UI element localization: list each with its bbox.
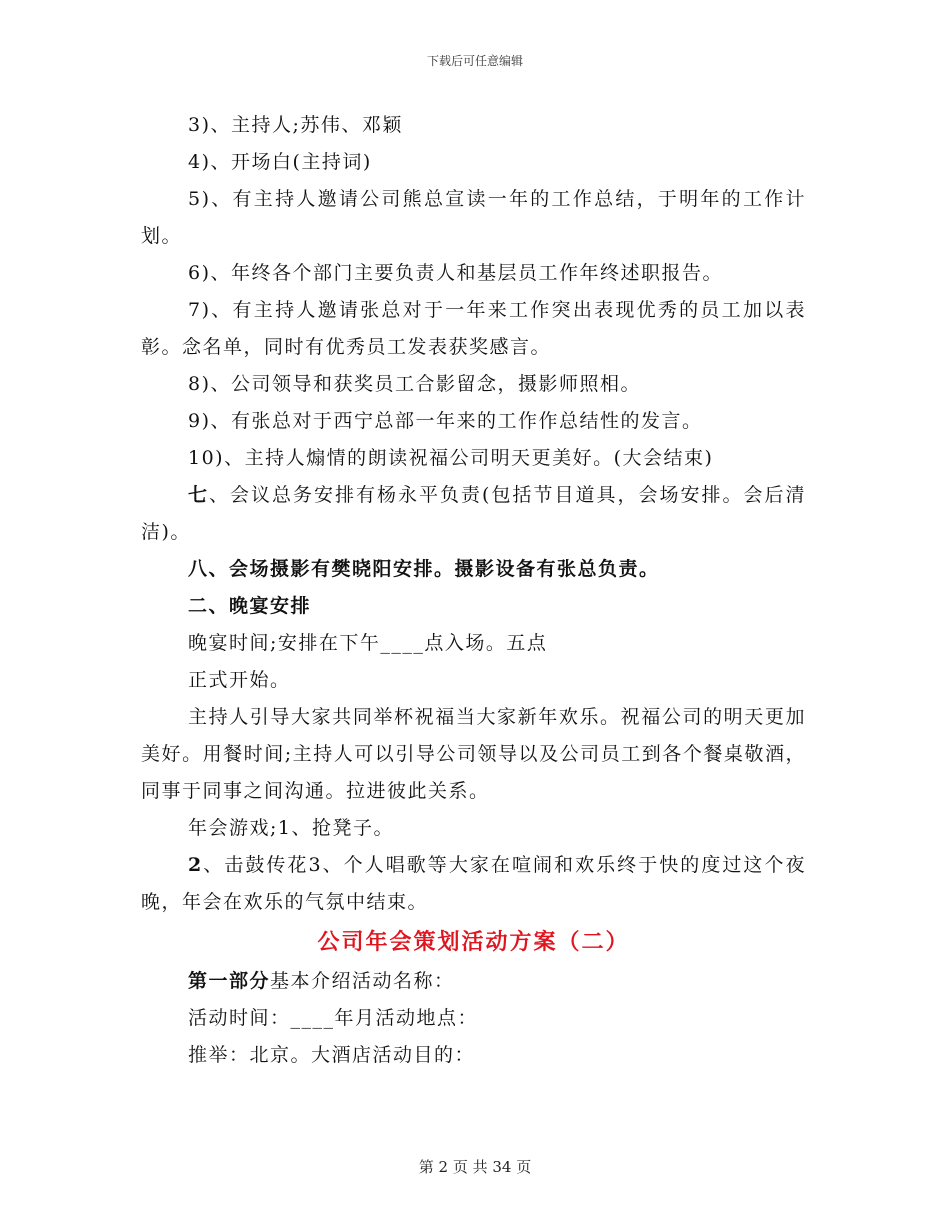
paragraph: 推举：北京。大酒店活动目的：	[188, 1044, 476, 1066]
paragraph-text: 、击鼓传花3、个人唱歌等大家在喧闹和欢乐终于快的度过这个夜晚，年会在欢乐的气氛中结束。	[141, 854, 806, 913]
list-item: 5)、有主持人邀请公司熊总宣读一年的工作总结，于明年的工作计划。	[141, 188, 806, 247]
section-paragraph	[141, 477, 806, 551]
list-item: 6)、年终各个部门主要负责人和基层员工作年终述职报告。	[188, 262, 724, 284]
paragraph	[141, 963, 806, 1000]
section-title: 公司年会策划活动方案（二）	[317, 929, 630, 955]
paragraph-text: 基本介绍活动名称：	[270, 970, 455, 992]
section-lead: 七	[188, 484, 210, 506]
list-item: 8)、公司领导和获奖员工合影留念，摄影师照相。	[188, 373, 642, 395]
paragraph: 正式开始。	[188, 669, 291, 691]
list-item: 3)、主持人;苏伟、邓颖	[188, 114, 403, 136]
paragraph: 晚宴时间;安排在下午____点入场。五点	[188, 632, 548, 654]
page-header: 下载后可任意编辑	[426, 54, 523, 68]
section-heading: 二、晚宴安排	[188, 595, 312, 617]
list-item: 4)、开场白(主持词)	[188, 151, 372, 173]
document-body	[141, 107, 806, 1074]
paragraph-text: 、会议总务安排有杨永平负责(包括节目道具，会场安排。会后清洁)。	[141, 484, 806, 543]
section-heading: 八、会场摄影有樊晓阳安排。摄影设备有张总负责。	[188, 558, 660, 580]
page-footer: 第 2 页 共 34 页	[418, 1158, 532, 1176]
paragraph: 主持人引导大家共同举杯祝福当大家新年欢乐。祝福公司的明天更加美好。用餐时间;主持人可以引导公司领导以及公司员工到各个餐桌敬酒，同事于同事之间沟通。拉进彼此关系。	[141, 706, 806, 802]
list-item: 10)、主持人煽情的朗读祝福公司明天更美好。(大会结束)	[188, 447, 714, 469]
paragraph-lead: 2	[188, 854, 203, 876]
paragraph: 年会游戏;1、抢凳子。	[188, 817, 394, 839]
paragraph-lead: 第一部分	[188, 970, 271, 992]
list-item: 9)、有张总对于西宁总部一年来的工作作总结性的发言。	[188, 410, 703, 432]
list-item: 7)、有主持人邀请张总对于一年来工作突出表现优秀的员工加以表彰。念名单，同时有优秀员工发表获奖感言。	[141, 299, 806, 358]
paragraph: 活动时间：____年月活动地点：	[188, 1007, 479, 1029]
paragraph	[141, 847, 806, 921]
